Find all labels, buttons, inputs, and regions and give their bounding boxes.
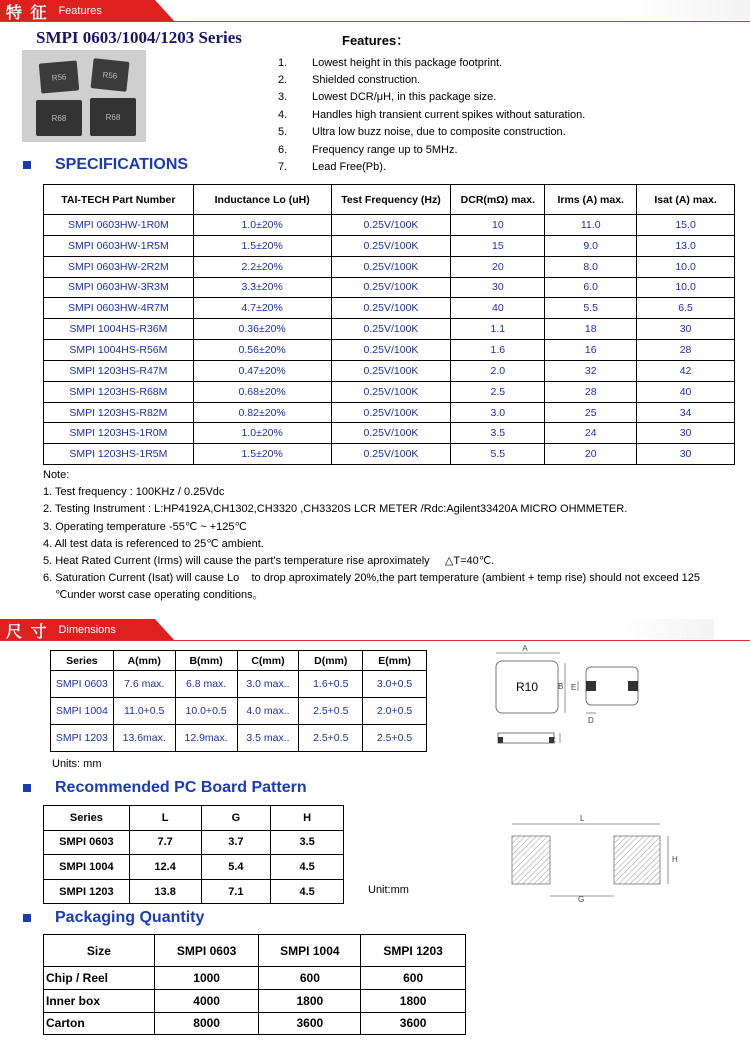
package-type: Chip / Reel bbox=[44, 967, 155, 990]
isat: 28 bbox=[637, 340, 735, 361]
features-list bbox=[278, 54, 585, 176]
label-h: H bbox=[672, 855, 678, 864]
table-header-row bbox=[44, 185, 735, 215]
isat: 34 bbox=[637, 402, 735, 423]
part-number: SMPI 1203HS-R68M bbox=[44, 381, 194, 402]
qty-1004: 1800 bbox=[259, 989, 361, 1012]
series: SMPI 1004 bbox=[51, 698, 114, 725]
column-header: Size bbox=[44, 935, 155, 967]
inductance: 0.47±20% bbox=[193, 360, 331, 381]
column-header: SMPI 1203 bbox=[361, 935, 466, 967]
note-item: ℃under worst case operating conditions。 bbox=[55, 589, 264, 602]
series: SMPI 0603 bbox=[44, 830, 130, 855]
column-header: B(mm) bbox=[175, 651, 237, 671]
series: SMPI 1004 bbox=[44, 855, 130, 880]
table-row bbox=[44, 319, 735, 340]
product-photo bbox=[22, 50, 146, 142]
package-type: Inner box bbox=[44, 989, 155, 1012]
column-header: SMPI 0603 bbox=[154, 935, 259, 967]
isat: 30 bbox=[637, 423, 735, 444]
test-frequency: 0.25V/100K bbox=[331, 340, 451, 361]
pad-left bbox=[512, 836, 550, 884]
banner-cn-label: 特 征 bbox=[6, 4, 49, 22]
terminal-right bbox=[628, 681, 638, 691]
side-terminal-left bbox=[498, 737, 503, 743]
terminal-left bbox=[586, 681, 596, 691]
table-row bbox=[44, 235, 735, 256]
isat: 10.0 bbox=[637, 256, 735, 277]
feature-item: 1. Lowest height in this package footprint. bbox=[278, 56, 503, 69]
photo-chip: R68 bbox=[90, 98, 136, 136]
note-item: 6. Saturation Current (Isat) will cause Lo to drop aproximately 20%,the part temperature (ambient + temp rise) should not exceed 125 bbox=[43, 572, 700, 585]
marking-text: R10 bbox=[515, 680, 539, 694]
column-header: Series bbox=[44, 806, 130, 831]
table-row bbox=[44, 444, 735, 465]
pcb-heading: Recommended PC Board Pattern bbox=[23, 779, 307, 797]
irms: 28 bbox=[545, 381, 637, 402]
pad-g: 3.7 bbox=[201, 830, 271, 855]
column-header: H bbox=[271, 806, 344, 831]
column-header: A(mm) bbox=[113, 651, 175, 671]
dimensions-units: Units: mm bbox=[52, 758, 102, 770]
banner-cn-label: 尺 寸 bbox=[6, 623, 49, 641]
dimensions-drawing bbox=[480, 643, 650, 758]
note-item: 3. Operating temperature -55℃ ~ +125℃ bbox=[43, 520, 247, 533]
dcr: 2.0 bbox=[451, 360, 545, 381]
column-header: G bbox=[201, 806, 271, 831]
side-view-outline bbox=[498, 733, 554, 743]
dcr: 3.0 bbox=[451, 402, 545, 423]
dcr: 5.5 bbox=[451, 444, 545, 465]
isat: 30 bbox=[637, 319, 735, 340]
test-frequency: 0.25V/100K bbox=[331, 235, 451, 256]
column-header: E(mm) bbox=[363, 651, 427, 671]
irms: 25 bbox=[545, 402, 637, 423]
pcb-pattern-drawing bbox=[500, 810, 700, 910]
irms: 20 bbox=[545, 444, 637, 465]
irms: 18 bbox=[545, 319, 637, 340]
test-frequency: 0.25V/100K bbox=[331, 444, 451, 465]
table-row bbox=[44, 402, 735, 423]
banner-en-label: Dimensions bbox=[58, 624, 116, 636]
irms: 5.5 bbox=[545, 298, 637, 319]
part-number: SMPI 0603HW-1R5M bbox=[44, 235, 194, 256]
test-frequency: 0.25V/100K bbox=[331, 215, 451, 236]
test-frequency: 0.25V/100K bbox=[331, 256, 451, 277]
banner-fade bbox=[630, 0, 750, 20]
qty-1004: 3600 bbox=[259, 1012, 361, 1035]
irms: 8.0 bbox=[545, 256, 637, 277]
bullet-square-icon bbox=[23, 784, 31, 792]
label-e: E bbox=[571, 683, 577, 692]
dim-c: 3.0 max.. bbox=[237, 671, 299, 698]
column-header: SMPI 1004 bbox=[259, 935, 361, 967]
package-type: Carton bbox=[44, 1012, 155, 1035]
banner-fade bbox=[624, 619, 714, 639]
dcr: 3.5 bbox=[451, 423, 545, 444]
pad-l: 13.8 bbox=[129, 879, 201, 904]
dim-d: 2.5+0.5 bbox=[299, 698, 363, 725]
column-header: L bbox=[129, 806, 201, 831]
part-number: SMPI 0603HW-4R7M bbox=[44, 298, 194, 319]
table-row bbox=[44, 423, 735, 444]
table-row bbox=[44, 879, 344, 904]
column-header: Irms (A) max. bbox=[545, 185, 637, 215]
pad-l: 12.4 bbox=[129, 855, 201, 880]
column-header: Series bbox=[51, 651, 114, 671]
inductance: 0.82±20% bbox=[193, 402, 331, 423]
isat: 13.0 bbox=[637, 235, 735, 256]
pad-g: 5.4 bbox=[201, 855, 271, 880]
part-number: SMPI 0603HW-1R0M bbox=[44, 215, 194, 236]
label-l: L bbox=[580, 814, 585, 823]
dim-a: 11.0+0.5 bbox=[113, 698, 175, 725]
test-frequency: 0.25V/100K bbox=[331, 360, 451, 381]
irms: 24 bbox=[545, 423, 637, 444]
table-row bbox=[44, 381, 735, 402]
bullet-square-icon bbox=[23, 161, 31, 169]
inductance: 2.2±20% bbox=[193, 256, 331, 277]
table-row bbox=[44, 830, 344, 855]
features-banner bbox=[0, 0, 175, 22]
part-number: SMPI 0603HW-3R3M bbox=[44, 277, 194, 298]
irms: 32 bbox=[545, 360, 637, 381]
part-number: SMPI 1004HS-R56M bbox=[44, 340, 194, 361]
table-row bbox=[44, 298, 735, 319]
feature-item: 3. Lowest DCR/μH, in this package size. bbox=[278, 91, 497, 104]
dim-c: 4.0 max.. bbox=[237, 698, 299, 725]
dim-d: 1.6+0.5 bbox=[299, 671, 363, 698]
feature-item: 5. Ultra low buzz noise, due to composite construction. bbox=[278, 126, 566, 139]
notes-title: Note: bbox=[43, 469, 70, 481]
table-row bbox=[51, 725, 427, 752]
dim-b: 6.8 max. bbox=[175, 671, 237, 698]
label-a: A bbox=[522, 644, 528, 653]
table-row bbox=[44, 215, 735, 236]
inductance: 4.7±20% bbox=[193, 298, 331, 319]
qty-1203: 3600 bbox=[361, 1012, 466, 1035]
qty-0603: 8000 bbox=[154, 1012, 259, 1035]
features-heading: Features： bbox=[342, 33, 410, 48]
test-frequency: 0.25V/100K bbox=[331, 402, 451, 423]
qty-1203: 1800 bbox=[361, 989, 466, 1012]
column-header: DCR(mΩ) max. bbox=[451, 185, 545, 215]
table-row bbox=[44, 855, 344, 880]
specifications-table bbox=[43, 184, 735, 465]
dcr: 30 bbox=[451, 277, 545, 298]
series: SMPI 0603 bbox=[51, 671, 114, 698]
isat: 15.0 bbox=[637, 215, 735, 236]
column-header: Inductance Lo (uH) bbox=[193, 185, 331, 215]
test-frequency: 0.25V/100K bbox=[331, 423, 451, 444]
dcr: 1.1 bbox=[451, 319, 545, 340]
isat: 42 bbox=[637, 360, 735, 381]
note-item: 5. Heat Rated Current (Irms) will cause the part's temperature rise aproximately △T=40℃. bbox=[43, 555, 495, 568]
part-number: SMPI 1004HS-R36M bbox=[44, 319, 194, 340]
part-number: SMPI 1203HS-R47M bbox=[44, 360, 194, 381]
dcr: 10 bbox=[451, 215, 545, 236]
table-row bbox=[44, 989, 466, 1012]
part-number: SMPI 1203HS-1R0M bbox=[44, 423, 194, 444]
inductance: 3.3±20% bbox=[193, 277, 331, 298]
packaging-table bbox=[43, 934, 466, 1035]
label-b: B bbox=[558, 682, 564, 691]
pad-h: 3.5 bbox=[271, 830, 344, 855]
pad-g: 7.1 bbox=[201, 879, 271, 904]
banner-rule bbox=[0, 21, 750, 22]
inductance: 0.68±20% bbox=[193, 381, 331, 402]
series-title: SMPI 0603/1004/1203 Series bbox=[36, 28, 242, 47]
column-header: C(mm) bbox=[237, 651, 299, 671]
dim-a: 7.6 max. bbox=[113, 671, 175, 698]
isat: 10.0 bbox=[637, 277, 735, 298]
dim-e: 2.5+0.5 bbox=[363, 725, 427, 752]
notes bbox=[43, 467, 743, 605]
pad-h: 4.5 bbox=[271, 879, 344, 904]
table-row bbox=[44, 340, 735, 361]
table-row bbox=[44, 256, 735, 277]
label-g: G bbox=[578, 895, 585, 904]
banner-en-label: Features bbox=[58, 5, 102, 17]
qty-1004: 600 bbox=[259, 967, 361, 990]
qty-0603: 1000 bbox=[154, 967, 259, 990]
dim-e: 3.0+0.5 bbox=[363, 671, 427, 698]
feature-item: 2. Shielded construction. bbox=[278, 74, 421, 87]
irms: 6.0 bbox=[545, 277, 637, 298]
test-frequency: 0.25V/100K bbox=[331, 298, 451, 319]
photo-chip: R56 bbox=[39, 60, 79, 93]
column-header: D(mm) bbox=[299, 651, 363, 671]
feature-item: 6. Frequency range up to 5MHz. bbox=[278, 143, 458, 156]
note-item: 1. Test frequency : 100KHz / 0.25Vdc bbox=[43, 486, 225, 499]
dim-d: 2.5+0.5 bbox=[299, 725, 363, 752]
test-frequency: 0.25V/100K bbox=[331, 381, 451, 402]
table-header-row bbox=[44, 806, 344, 831]
table-row bbox=[44, 967, 466, 990]
feature-item: 7. Lead Free(Pb). bbox=[278, 161, 386, 174]
isat: 40 bbox=[637, 381, 735, 402]
pad-l: 7.7 bbox=[129, 830, 201, 855]
table-row bbox=[44, 1012, 466, 1035]
irms: 16 bbox=[545, 340, 637, 361]
inductance: 1.5±20% bbox=[193, 235, 331, 256]
inductance: 0.56±20% bbox=[193, 340, 331, 361]
table-row bbox=[44, 277, 735, 298]
dimensions-table bbox=[50, 650, 427, 752]
qty-1203: 600 bbox=[361, 967, 466, 990]
part-number: SMPI 1203HS-1R5M bbox=[44, 444, 194, 465]
pcb-table bbox=[43, 805, 344, 904]
dcr: 2.5 bbox=[451, 381, 545, 402]
label-c: C bbox=[550, 736, 556, 745]
pcb-unit: Unit:mm bbox=[368, 884, 409, 896]
part-number: SMPI 1203HS-R82M bbox=[44, 402, 194, 423]
dcr: 15 bbox=[451, 235, 545, 256]
banner-rule bbox=[0, 640, 750, 641]
column-header: TAI-TECH Part Number bbox=[44, 185, 194, 215]
inductance: 1.5±20% bbox=[193, 444, 331, 465]
dim-b: 10.0+0.5 bbox=[175, 698, 237, 725]
dcr: 40 bbox=[451, 298, 545, 319]
irms: 11.0 bbox=[545, 215, 637, 236]
dcr: 20 bbox=[451, 256, 545, 277]
specifications-heading: SPECIFICATIONS bbox=[23, 156, 188, 174]
test-frequency: 0.25V/100K bbox=[331, 277, 451, 298]
dim-e: 2.0+0.5 bbox=[363, 698, 427, 725]
table-row bbox=[51, 671, 427, 698]
table-row bbox=[44, 360, 735, 381]
column-header: Test Frequency (Hz) bbox=[331, 185, 451, 215]
dcr: 1.6 bbox=[451, 340, 545, 361]
part-number: SMPI 0603HW-2R2M bbox=[44, 256, 194, 277]
isat: 6.5 bbox=[637, 298, 735, 319]
pad-h: 4.5 bbox=[271, 855, 344, 880]
dim-a: 13.6max. bbox=[113, 725, 175, 752]
label-d: D bbox=[588, 716, 594, 725]
pad-right bbox=[614, 836, 660, 884]
inductance: 1.0±20% bbox=[193, 215, 331, 236]
packaging-heading: Packaging Quantity bbox=[23, 909, 204, 927]
isat: 30 bbox=[637, 444, 735, 465]
table-header-row bbox=[51, 651, 427, 671]
series: SMPI 1203 bbox=[51, 725, 114, 752]
bullet-square-icon bbox=[23, 914, 31, 922]
dim-c: 3.5 max.. bbox=[237, 725, 299, 752]
feature-item: 4. Handles high transient current spikes without saturation. bbox=[278, 108, 586, 121]
test-frequency: 0.25V/100K bbox=[331, 319, 451, 340]
inductance: 1.0±20% bbox=[193, 423, 331, 444]
series: SMPI 1203 bbox=[44, 879, 130, 904]
photo-chip: R68 bbox=[36, 100, 82, 136]
irms: 9.0 bbox=[545, 235, 637, 256]
dimensions-banner bbox=[0, 619, 175, 641]
table-row bbox=[51, 698, 427, 725]
note-item: 2. Testing Instrument : L:HP4192A,CH1302,CH3320 ,CH3320S LCR METER /Rdc:Agilent33420A MICRO OHMMETER. bbox=[43, 503, 628, 516]
table-header-row bbox=[44, 935, 466, 967]
note-item: 4. All test data is referenced to 25℃ ambient. bbox=[43, 537, 264, 550]
column-header: Isat (A) max. bbox=[637, 185, 735, 215]
photo-chip: R56 bbox=[91, 58, 130, 92]
dim-b: 12.9max. bbox=[175, 725, 237, 752]
qty-0603: 4000 bbox=[154, 989, 259, 1012]
inductance: 0.36±20% bbox=[193, 319, 331, 340]
